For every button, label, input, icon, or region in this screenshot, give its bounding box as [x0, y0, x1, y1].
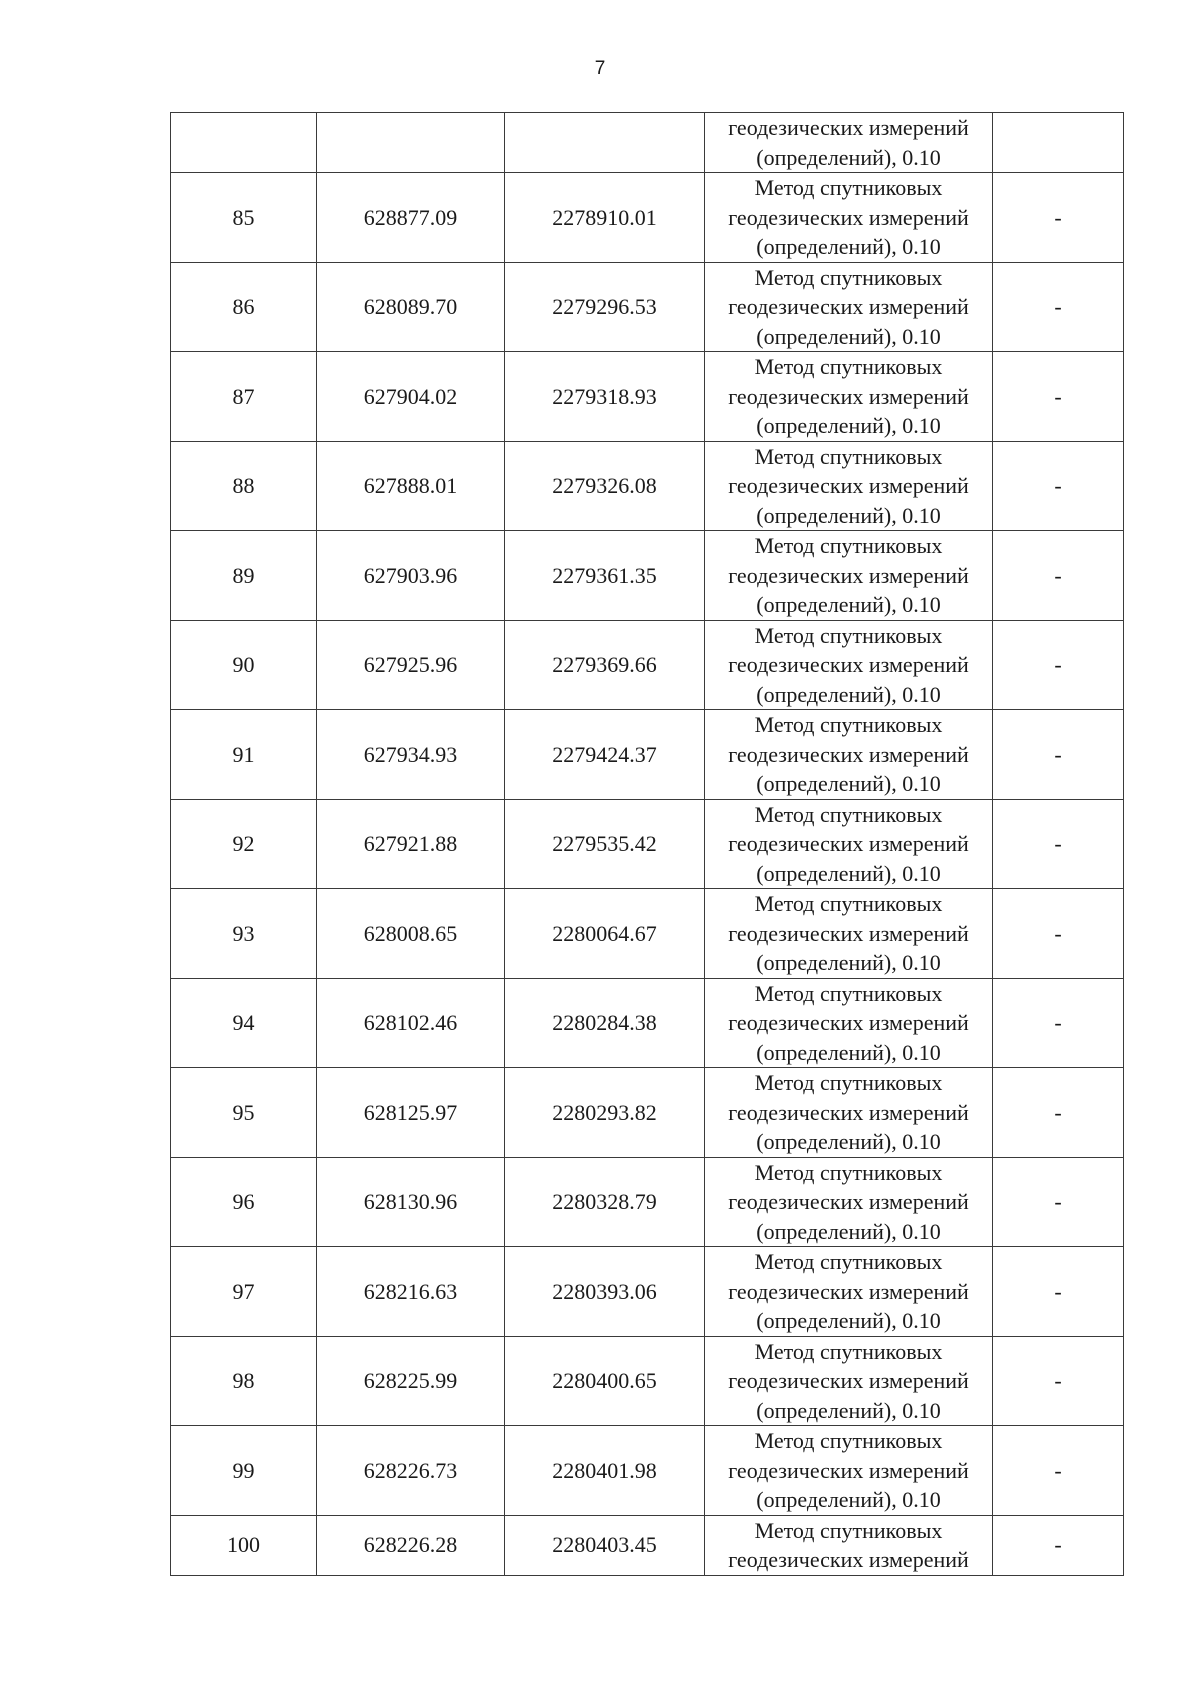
- cell-method: [705, 1515, 993, 1575]
- cell-x-coordinate: 627904.02: [317, 352, 505, 442]
- cell-note: [993, 113, 1124, 173]
- cell-y-coordinate: 2280293.82: [505, 1068, 705, 1158]
- cell-point-number: 92: [171, 799, 317, 889]
- cell-y-coordinate: 2279369.66: [505, 620, 705, 710]
- table-row: [171, 710, 1124, 800]
- method-line: Метод спутниковых: [754, 622, 943, 648]
- cell-method: [705, 113, 993, 173]
- cell-y-coordinate: 2280393.06: [505, 1247, 705, 1337]
- table-row: [171, 889, 1124, 979]
- method-line: Метод спутниковых: [754, 801, 943, 827]
- method-line: (определений), 0.10: [756, 681, 941, 707]
- cell-y-coordinate: 2280328.79: [505, 1157, 705, 1247]
- table-row: [171, 1336, 1124, 1426]
- cell-y-coordinate: 2279326.08: [505, 441, 705, 531]
- cell-point-number: 88: [171, 441, 317, 531]
- cell-method: [705, 1336, 993, 1426]
- cell-note: -: [993, 1426, 1124, 1516]
- cell-x-coordinate: 628008.65: [317, 889, 505, 979]
- table-row: [171, 620, 1124, 710]
- cell-point-number: 91: [171, 710, 317, 800]
- cell-note: -: [993, 978, 1124, 1068]
- method-line: геодезических измерений: [728, 1457, 969, 1483]
- cell-x-coordinate: 628226.73: [317, 1426, 505, 1516]
- method-line: Метод спутниковых: [754, 264, 943, 290]
- cell-point-number: 99: [171, 1426, 317, 1516]
- method-line: (определений), 0.10: [756, 1218, 941, 1244]
- method-line: геодезических измерений: [728, 473, 969, 498]
- method-line: геодезических измерений: [728, 652, 969, 677]
- cell-note: -: [993, 1247, 1124, 1337]
- cell-note: -: [993, 1336, 1124, 1426]
- method-line: геодезических измерений: [728, 383, 969, 409]
- cell-method: [705, 1068, 993, 1158]
- method-line: геодезических измерений: [728, 562, 969, 588]
- table-row: [171, 1068, 1124, 1158]
- method-line: Метод спутниковых: [754, 1070, 943, 1095]
- method-line: Метод спутниковых: [754, 980, 943, 1006]
- method-line: (определений), 0.10: [756, 771, 941, 796]
- cell-y-coordinate: 2280284.38: [505, 978, 705, 1068]
- cell-method: [705, 262, 993, 352]
- cell-note: -: [993, 173, 1124, 263]
- table-row: [171, 978, 1124, 1068]
- table-row: [171, 1426, 1124, 1516]
- cell-x-coordinate: 627921.88: [317, 799, 505, 889]
- cell-method: [705, 710, 993, 800]
- method-line: Метод спутниковых: [754, 1517, 943, 1543]
- cell-x-coordinate: 628125.97: [317, 1068, 505, 1158]
- method-line: (определений), 0.10: [756, 502, 941, 528]
- cell-x-coordinate: 628877.09: [317, 173, 505, 263]
- method-line: геодезических измерений: [728, 1010, 969, 1035]
- cell-y-coordinate: 2279535.42: [505, 799, 705, 889]
- cell-note: -: [993, 1515, 1124, 1575]
- table-row: [171, 441, 1124, 531]
- method-line: геодезических измерений: [728, 1368, 969, 1393]
- table-row: [171, 173, 1124, 263]
- table-row-continuation: [171, 113, 1124, 173]
- method-line: (определений), 0.10: [756, 1039, 941, 1065]
- cell-note: -: [993, 531, 1124, 621]
- cell-point-number: 87: [171, 352, 317, 442]
- method-line: (определений), 0.10: [756, 323, 941, 349]
- cell-method: [705, 173, 993, 263]
- table-row: [171, 262, 1124, 352]
- cell-note: -: [993, 710, 1124, 800]
- method-line: (определений), 0.10: [756, 1129, 941, 1154]
- method-line: Метод спутниковых: [754, 1428, 943, 1453]
- table-row: [171, 352, 1124, 442]
- method-line: (определений), 0.10: [756, 1487, 941, 1512]
- cell-point-number: 98: [171, 1336, 317, 1426]
- method-line: (определений), 0.10: [756, 1308, 941, 1333]
- method-line: геодезических измерений: [728, 920, 969, 946]
- cell-method: [705, 978, 993, 1068]
- cell-y-coordinate: 2280403.45: [505, 1515, 705, 1575]
- cell-y-coordinate: 2280400.65: [505, 1336, 705, 1426]
- cell-point-number: 94: [171, 978, 317, 1068]
- table-row: [171, 799, 1124, 889]
- method-line: Метод спутниковых: [754, 175, 943, 200]
- method-line: (определений), 0.10: [756, 1397, 941, 1423]
- method-line: геодезических измерений: [728, 1278, 969, 1304]
- method-line: Метод спутниковых: [754, 891, 943, 916]
- cell-x-coordinate: 628130.96: [317, 1157, 505, 1247]
- method-line: геодезических измерений: [728, 1547, 969, 1572]
- cell-point-number: 89: [171, 531, 317, 621]
- method-line: геодезических измерений: [728, 294, 969, 319]
- method-line: (определений), 0.10: [756, 234, 941, 259]
- method-line: Метод спутниковых: [754, 1159, 943, 1185]
- cell-note: -: [993, 441, 1124, 531]
- cell-point-number: 85: [171, 173, 317, 263]
- cell-method: [705, 1157, 993, 1247]
- method-line: (определений), 0.10: [756, 950, 941, 975]
- method-line: геодезических измерений: [728, 204, 969, 230]
- cell-y-coordinate: 2279424.37: [505, 710, 705, 800]
- cell-method: [705, 531, 993, 621]
- cell-x-coordinate: [317, 113, 505, 173]
- cell-x-coordinate: 628089.70: [317, 262, 505, 352]
- cell-note: -: [993, 1157, 1124, 1247]
- method-line: (определений), 0.10: [756, 592, 941, 617]
- cell-point-number: 96: [171, 1157, 317, 1247]
- cell-method: [705, 352, 993, 442]
- cell-x-coordinate: 627925.96: [317, 620, 505, 710]
- method-line: геодезических измерений: [728, 115, 969, 140]
- method-line: Метод спутниковых: [754, 1249, 943, 1274]
- cell-y-coordinate: 2280401.98: [505, 1426, 705, 1516]
- cell-y-coordinate: 2280064.67: [505, 889, 705, 979]
- cell-note: -: [993, 620, 1124, 710]
- method-line: Метод спутниковых: [754, 443, 943, 469]
- cell-point-number: 97: [171, 1247, 317, 1337]
- method-line: (определений), 0.10: [756, 144, 941, 170]
- cell-y-coordinate: 2279318.93: [505, 352, 705, 442]
- table-row: [171, 1157, 1124, 1247]
- method-line: Метод спутниковых: [754, 1338, 943, 1364]
- coordinates-table: [170, 112, 1124, 1576]
- cell-point-number: [171, 113, 317, 173]
- table-body: [171, 113, 1124, 1576]
- cell-method: [705, 799, 993, 889]
- method-line: Метод спутниковых: [754, 354, 943, 379]
- page-number: 7: [594, 58, 606, 79]
- cell-point-number: 86: [171, 262, 317, 352]
- table-row: [171, 531, 1124, 621]
- cell-point-number: 95: [171, 1068, 317, 1158]
- cell-y-coordinate: [505, 113, 705, 173]
- cell-x-coordinate: 628226.28: [317, 1515, 505, 1575]
- cell-method: [705, 1247, 993, 1337]
- method-line: (определений), 0.10: [756, 413, 941, 438]
- cell-x-coordinate: 627888.01: [317, 441, 505, 531]
- cell-point-number: 90: [171, 620, 317, 710]
- cell-point-number: 100: [171, 1515, 317, 1575]
- cell-method: [705, 441, 993, 531]
- cell-x-coordinate: 628102.46: [317, 978, 505, 1068]
- cell-note: -: [993, 262, 1124, 352]
- cell-note: -: [993, 1068, 1124, 1158]
- cell-x-coordinate: 628225.99: [317, 1336, 505, 1426]
- method-line: Метод спутниковых: [754, 712, 943, 737]
- cell-method: [705, 889, 993, 979]
- cell-note: -: [993, 352, 1124, 442]
- method-line: (определений), 0.10: [756, 860, 941, 886]
- cell-x-coordinate: 628216.63: [317, 1247, 505, 1337]
- method-line: геодезических измерений: [728, 1099, 969, 1125]
- method-line: геодезических измерений: [728, 1189, 969, 1214]
- table-row-last: [171, 1515, 1124, 1575]
- cell-point-number: 93: [171, 889, 317, 979]
- cell-y-coordinate: 2279361.35: [505, 531, 705, 621]
- method-line: Метод спутниковых: [754, 533, 943, 558]
- cell-x-coordinate: 627934.93: [317, 710, 505, 800]
- cell-method: [705, 1426, 993, 1516]
- method-line: геодезических измерений: [728, 741, 969, 767]
- cell-note: -: [993, 889, 1124, 979]
- cell-x-coordinate: 627903.96: [317, 531, 505, 621]
- cell-y-coordinate: 2279296.53: [505, 262, 705, 352]
- cell-y-coordinate: 2278910.01: [505, 173, 705, 263]
- table-row: [171, 1247, 1124, 1337]
- method-line: геодезических измерений: [728, 831, 969, 856]
- cell-note: -: [993, 799, 1124, 889]
- cell-method: [705, 620, 993, 710]
